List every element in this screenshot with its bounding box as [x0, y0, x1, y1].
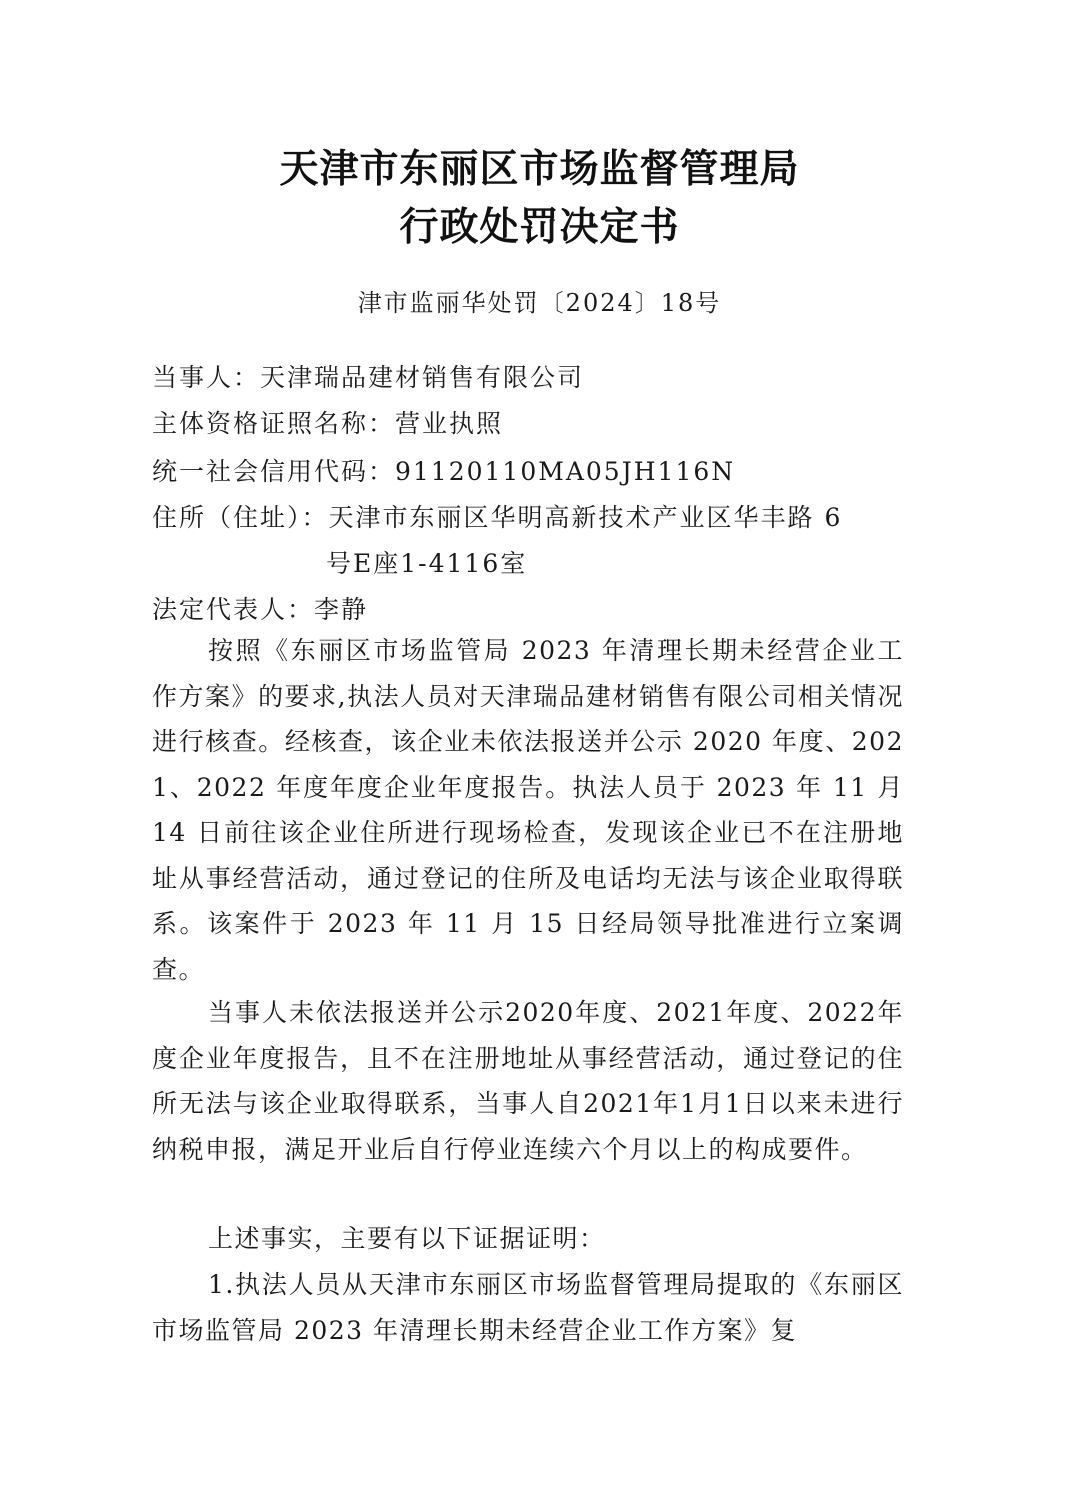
address-line-2: 号E座1-4116室	[326, 549, 528, 578]
license-name: 主体资格证照名称：营业执照	[152, 409, 504, 438]
address-line-1: 住所（住址）：天津市东丽区华明高新技术产业区华丰路 6	[152, 503, 843, 532]
document-title-line1: 天津市东丽区市场监督管理局	[279, 147, 800, 192]
paragraph-evidence-1: 1.执法人员从天津市东丽区市场监督管理局提取的《东丽区市场监管局 2023 年清理长期未经营企业工作方案》复	[152, 1270, 904, 1345]
legal-representative: 法定代表人：李静	[152, 595, 369, 624]
party-name: 当事人：天津瑞品建材销售有限公司	[152, 363, 585, 392]
document-title-line2: 行政处罚决定书	[399, 205, 680, 250]
credit-code: 统一社会信用代码：91120110MA05JH116N	[152, 457, 736, 486]
paragraph-investigation: 按照《东丽区市场监管局 2023 年清理长期未经营企业工作方案》的要求,执法人员对天津瑞品建材销售有限公司相关情况进行核查。经核查，该企业未依法报送并公示 2020 年度、2021、2022 年度年度企业年度报告。执法人员于 2023 年 11 月 14 日前往该企业住所进行现场检查，发现该企业已不在注册地址从事经营活动，通过登记的住所及电话均无法与该企业取得联系。该案件于 2023 年 11 月 15 日经局领导批准进行立案调查。	[152, 636, 904, 984]
paragraph-facts: 当事人未依法报送并公示2020年度、2021年度、2022年度企业年度报告，且不在注册地址从事经营活动，通过登记的住所无法与该企业取得联系，当事人自2021年1月1日以来未进行纳税申报，满足开业后自行停业连续六个月以上的构成要件。	[152, 998, 904, 1164]
paragraph-evidence-intro: 上述事实，主要有以下证据证明：	[208, 1224, 606, 1253]
document-number: 津市监丽华处罚〔2024〕18号	[357, 289, 722, 317]
